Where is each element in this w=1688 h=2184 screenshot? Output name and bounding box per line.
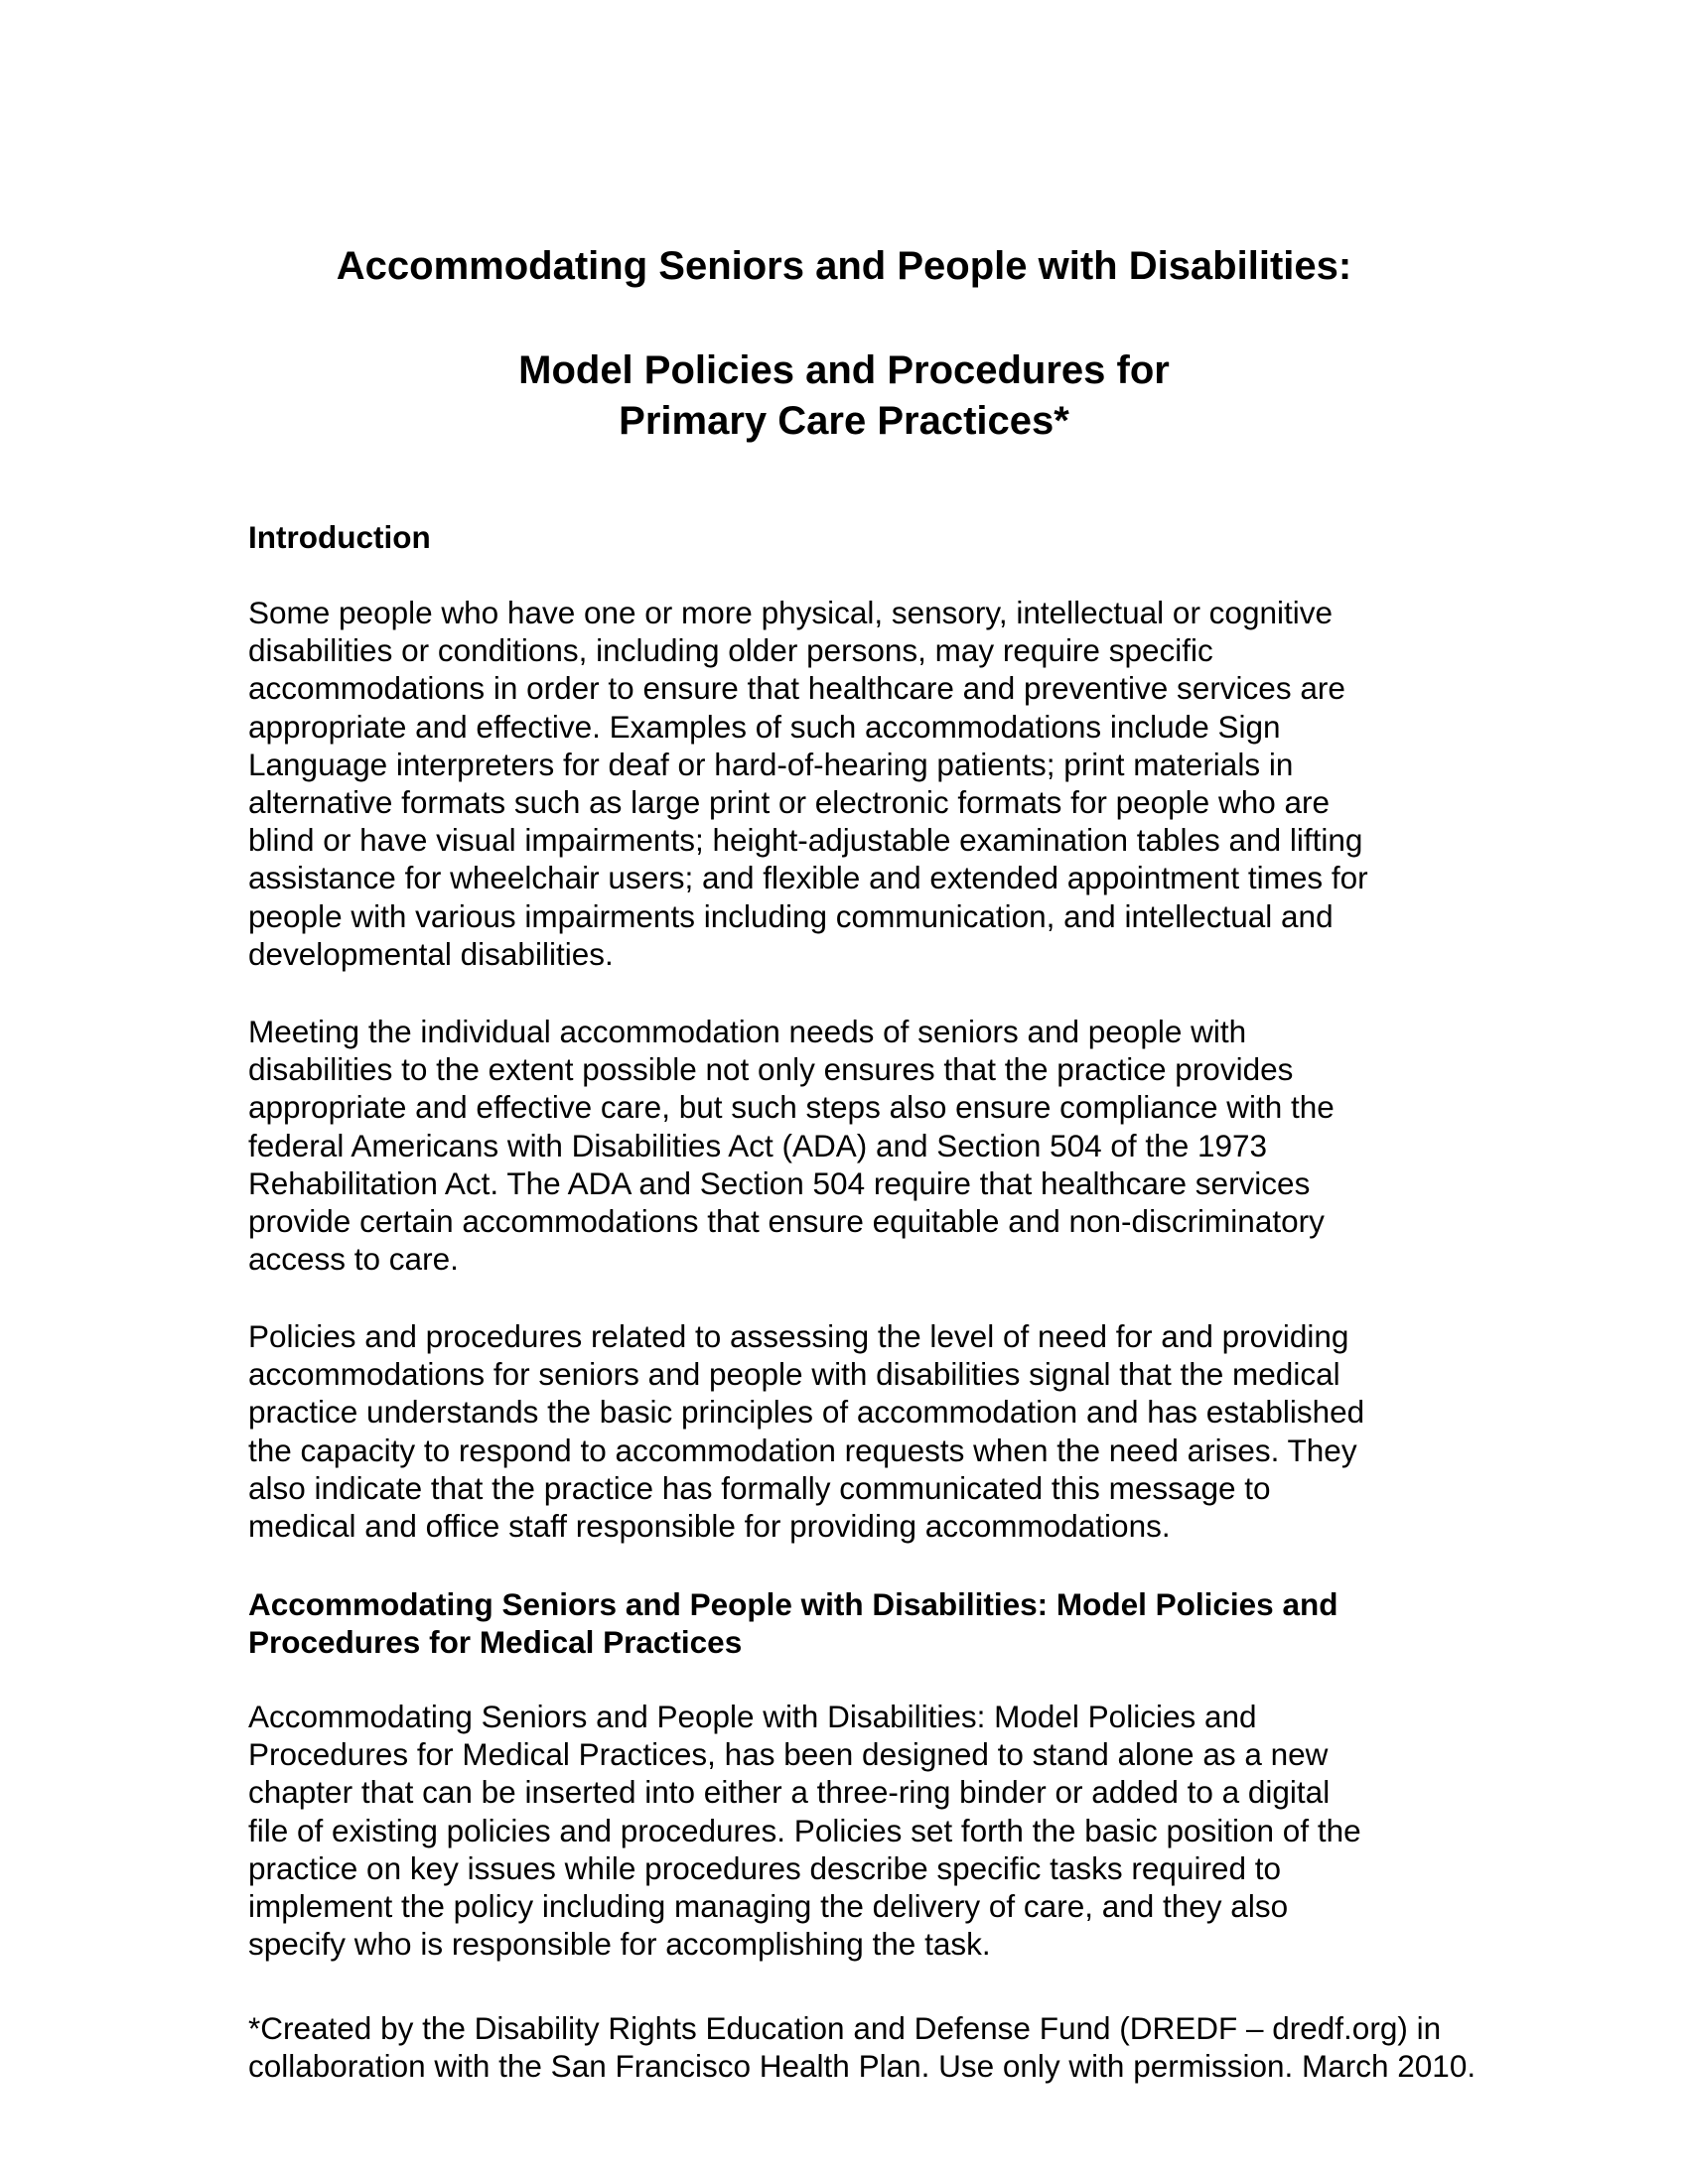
document-subtitle xyxy=(0,345,1688,447)
model-policies-paragraph xyxy=(248,1698,1440,1963)
intro-paragraph-3 xyxy=(248,1317,1440,1545)
subtitle-line: Primary Care Practices* xyxy=(619,399,1069,443)
text-line: implement the policy including managing the delivery of care, and they also xyxy=(248,1888,1289,1925)
text-line: practice on key issues while procedures describe specific tasks required to xyxy=(248,1849,1281,1886)
text-line: Procedures for Medical Practices, has been designed to stand alone as a new xyxy=(248,1736,1329,1773)
text-line: alternative formats such as large print or electronic formats for people who are xyxy=(248,784,1331,821)
text-line: chapter that can be inserted into either a three-ring binder or added to a digital xyxy=(248,1774,1331,1811)
introduction-heading: Introduction xyxy=(248,519,431,555)
text-line: Accommodating Seniors and People with Disabilities: Model Policies and xyxy=(248,1699,1257,1734)
text-line: accommodations for seniors and people with disabilities signal that the medical xyxy=(248,1356,1340,1393)
text-line: also indicate that the practice has formally communicated this message to xyxy=(248,1469,1271,1506)
intro-paragraph-2 xyxy=(248,1013,1440,1278)
text-line: Policies and procedures related to assessing the level of need for and providing xyxy=(248,1318,1349,1354)
subtitle-line: Model Policies and Procedures for xyxy=(518,348,1170,392)
intro-paragraph-1 xyxy=(248,594,1440,973)
text-line: appropriate and effective. Examples of such accommodations include Sign xyxy=(248,708,1281,745)
text-line: Rehabilitation Act. The ADA and Section 504 require that healthcare services xyxy=(248,1164,1311,1201)
footnote-line: *Created by the Disability Rights Education and Defense Fund (DREDF – dredf.org) in xyxy=(248,2010,1442,2046)
heading-line: Accommodating Seniors and People with Disabilities: Model Policies and xyxy=(248,1586,1338,1622)
text-line: file of existing policies and procedures. Policies set forth the basic position of the xyxy=(248,1812,1361,1848)
footnote-line: collaboration with the San Francisco Health Plan. Use only with permission. March 2010. xyxy=(248,2048,1477,2085)
text-line: appropriate and effective care, but such steps also ensure compliance with the xyxy=(248,1089,1335,1126)
text-line: access to care. xyxy=(248,1241,459,1278)
text-line: Meeting the individual accommodation needs of seniors and people with xyxy=(248,1014,1247,1049)
text-line: Language interpreters for deaf or hard-of-hearing patients; print materials in xyxy=(248,746,1294,782)
text-line: federal Americans with Disabilities Act (ADA) and Section 504 of the 1973 xyxy=(248,1127,1268,1163)
text-line: practice understands the basic principles of accommodation and has established xyxy=(248,1394,1365,1431)
text-line: disabilities to the extent possible not only ensures that the practice provides xyxy=(248,1051,1294,1088)
text-line: blind or have visual impairments; height-adjustable examination tables and lifting xyxy=(248,822,1363,859)
document-title: Accommodating Seniors and People with Disabilities: xyxy=(336,244,1352,288)
model-policies-heading xyxy=(248,1585,1337,1661)
text-line: medical and office staff responsible for providing accommodations. xyxy=(248,1508,1171,1545)
text-line: disabilities or conditions, including older persons, may require specific xyxy=(248,632,1213,669)
text-line: developmental disabilities. xyxy=(248,935,614,972)
heading-line: Procedures for Medical Practices xyxy=(248,1624,743,1661)
footnote xyxy=(248,2009,1477,2085)
text-line: assistance for wheelchair users; and flexible and extended appointment times for xyxy=(248,860,1368,896)
text-line: accommodations in order to ensure that healthcare and preventive services are xyxy=(248,670,1345,707)
text-line: specify who is responsible for accomplishing the task. xyxy=(248,1926,991,1963)
text-line: provide certain accommodations that ensure equitable and non-discriminatory xyxy=(248,1203,1325,1240)
text-line: the capacity to respond to accommodation requests when the need arises. They xyxy=(248,1432,1357,1468)
text-line: people with various impairments including communication, and intellectual and xyxy=(248,897,1334,934)
text-line: Some people who have one or more physical, sensory, intellectual or cognitive xyxy=(248,595,1334,630)
